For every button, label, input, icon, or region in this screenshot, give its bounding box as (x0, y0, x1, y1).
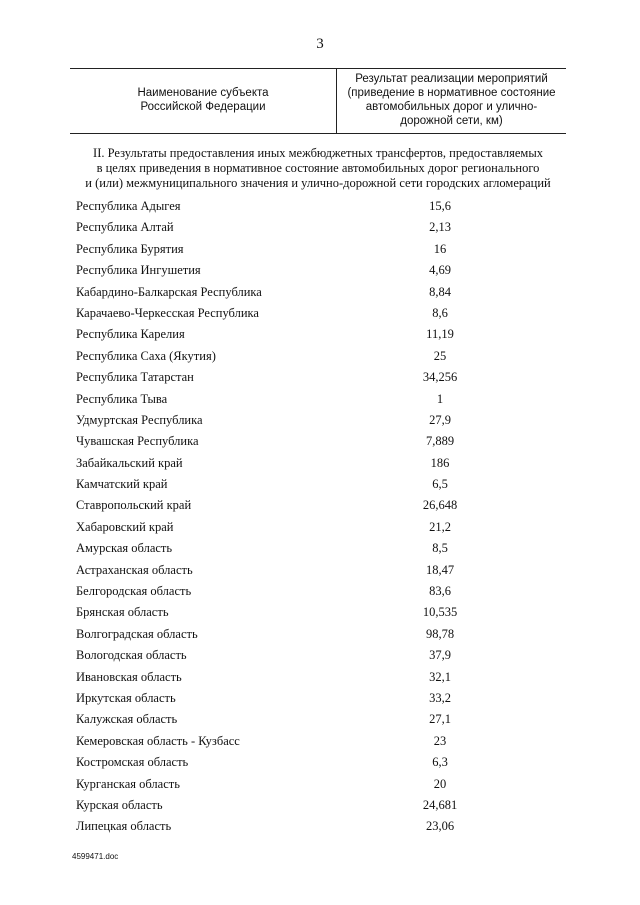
subject-name: Республика Татарстан (76, 370, 194, 385)
subject-name: Хабаровский край (76, 519, 174, 534)
subject-name: Ивановская область (76, 669, 182, 684)
table-row (76, 410, 566, 431)
table-row (76, 752, 566, 773)
subject-name: Брянская область (76, 605, 169, 620)
table-row (76, 196, 566, 217)
result-value: 26,648 (422, 498, 458, 513)
result-value: 18,47 (425, 562, 455, 577)
table-row (76, 431, 566, 452)
subject-name: Белгородская область (76, 584, 192, 599)
table-header (70, 68, 566, 134)
result-value: 24,681 (422, 797, 458, 812)
subject-name: Республика Карелия (76, 327, 185, 342)
result-value: 37,9 (429, 648, 451, 663)
header-subject-name: Наименование субъекта Российской Федерации (137, 87, 269, 113)
subject-name: Амурская область (76, 541, 173, 556)
subject-name: Астраханская область (76, 562, 193, 577)
table-row (76, 560, 566, 581)
table-row (76, 602, 566, 623)
result-value: 8,5 (432, 541, 448, 556)
result-value: 2,13 (429, 220, 451, 235)
data-table (76, 196, 566, 838)
subject-name: Камчатский край (76, 477, 168, 492)
subject-name: Кабардино-Балкарская Республика (76, 284, 262, 299)
table-row (76, 474, 566, 495)
subject-name: Калужская область (76, 712, 178, 727)
subject-name: Республика Бурятия (76, 241, 184, 256)
table-row (76, 795, 566, 816)
subject-name: Вологодская область (76, 648, 187, 663)
subject-name: Волгоградская область (76, 626, 198, 641)
table-row (76, 282, 566, 303)
subject-name: Карачаево-Черкесская Республика (76, 305, 259, 320)
table-row (76, 239, 566, 260)
result-value: 33,2 (429, 690, 451, 705)
result-value: 23 (433, 733, 447, 748)
result-value: 6,5 (432, 477, 448, 492)
subject-name: Республика Адыгея (76, 199, 181, 213)
result-value: 98,78 (425, 626, 455, 641)
subject-name: Липецкая область (76, 819, 172, 834)
subject-name: Республика Саха (Якутия) (76, 348, 216, 363)
table-row (76, 324, 566, 345)
subject-name: Чувашская Республика (76, 434, 199, 449)
table-row (76, 709, 566, 730)
subject-name: Забайкальский край (76, 455, 183, 470)
result-value: 4,69 (429, 263, 451, 278)
header-result: Результат реализации мероприятий (приведение в нормативное состояние автомобильных дорог и улично- дорожной сети, км) (347, 73, 556, 127)
table-row (76, 367, 566, 388)
table-row (76, 667, 566, 688)
subject-name: Костромская область (76, 755, 189, 770)
result-value: 1 (436, 391, 444, 406)
result-value: 27,9 (429, 412, 451, 427)
subject-name: Ставропольский край (76, 498, 192, 513)
table-row (76, 645, 566, 666)
subject-name: Республика Алтай (76, 220, 174, 235)
result-value: 23,06 (425, 819, 455, 834)
table-row (76, 217, 566, 238)
result-value: 83,6 (429, 584, 451, 599)
table-row (76, 517, 566, 538)
subject-name: Республика Тыва (76, 391, 168, 406)
table-row (76, 346, 566, 367)
result-value: 20 (433, 776, 447, 791)
result-value: 16 (433, 241, 447, 256)
page-number: 3 (316, 36, 324, 52)
result-value: 8,6 (432, 305, 448, 320)
table-row (76, 538, 566, 559)
table-row (76, 688, 566, 709)
table-row (76, 774, 566, 795)
subject-name: Курганская область (76, 776, 180, 791)
document-footer: 4599471.doc (72, 852, 119, 861)
table-row (76, 260, 566, 281)
table-row (76, 453, 566, 474)
result-value: 186 (430, 455, 450, 470)
table-row (76, 389, 566, 410)
result-value: 32,1 (429, 669, 451, 684)
result-value: 34,256 (422, 370, 458, 385)
table-row (76, 581, 566, 602)
table-row (76, 495, 566, 516)
subject-name: Курская область (76, 797, 163, 812)
result-value: 11,19 (426, 327, 454, 342)
table-row (76, 624, 566, 645)
result-value: 15,6 (429, 199, 451, 213)
result-value: 25 (433, 348, 447, 363)
subject-name: Республика Ингушетия (76, 263, 201, 278)
result-value: 6,3 (432, 755, 448, 770)
result-value: 7,889 (425, 434, 455, 449)
table-row (76, 303, 566, 324)
table-row (76, 816, 566, 837)
result-value: 8,84 (429, 284, 451, 299)
subject-name: Иркутская область (76, 690, 176, 705)
subject-name: Удмуртская Республика (76, 412, 203, 427)
subject-name: Кемеровская область - Кузбасс (76, 733, 240, 748)
result-value: 10,535 (422, 605, 458, 620)
result-value: 27,1 (429, 712, 451, 727)
result-value: 21,2 (429, 519, 451, 534)
table-row (76, 731, 566, 752)
section-title: II. Результаты предоставления иных межбюджетных трансфертов, предоставляемых в целях приведения в нормативное состояние автомобильных дорог регионального и (или) межмуниципального значения и улично-дорожной сети городских агломераций (85, 146, 551, 190)
